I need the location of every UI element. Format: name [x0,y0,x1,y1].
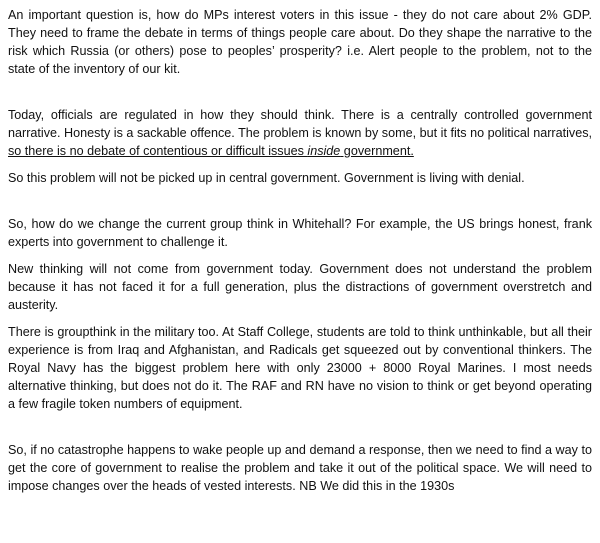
paragraph-voters-interest: An important question is, how do MPs interest voters in this issue - they do not care about 2% GDP. They need to frame the debate in terms of things people care about. Do they shape the narrative to the risk which Russia (or others) pose to peoples’ prosperity? i.e. Alert people to the problem, not to the state of the inventory of our kit. [8,8,592,76]
spacer [8,160,592,169]
spacer [8,251,592,260]
spacer [8,314,592,323]
underlined-italic-text: inside [307,144,341,158]
document-page [8,6,592,495]
underlined-text: so there is no debate of contentious or difficult issues [8,144,308,158]
paragraph-government-denial: So this problem will not be picked up in central government. Government is living with denial. [8,171,525,185]
spacer [8,413,592,441]
paragraph-group-think-whitehall: So, how do we change the current group think in Whitehall? For example, the US brings honest, frank experts into government to challenge it. [8,217,592,249]
paragraph-new-thinking: New thinking will not come from government today. Government does not understand the problem because it has not faced it for a full generation, plus the distractions of government overstretch and austerity. [8,262,592,312]
underlined-text-end: government. [340,144,414,158]
paragraph-military-groupthink: There is groupthink in the military too. At Staff College, students are told to think unthinkable, but all their experience is from Iraq and Afghanistan, and Radicals get squeezed out by conventional thinkers. The Royal Navy has the biggest problem here with only 23000 + 8000 Royal Marines. I most needs alternative thinking, but does not do it. The RAF and RN have no vision to think or get beyond operating a few fragile token numbers of equipment. [8,325,592,411]
paragraph-no-catastrophe: So, if no catastrophe happens to wake people up and demand a response, then we need to find a way to get the core of government to realise the problem and take it out of the political space. We will need to impose changes over the heads of vested interests. NB We did this in the 1930s [8,443,592,493]
paragraph-text: Today, officials are regulated in how they should think. There is a centrally controlled government narrative. Honesty is a sackable offence. The problem is known by some, but it fits no political narratives, [8,108,592,140]
spacer [8,78,592,106]
spacer [8,187,592,215]
paragraph-officials-regulated [8,106,592,160]
